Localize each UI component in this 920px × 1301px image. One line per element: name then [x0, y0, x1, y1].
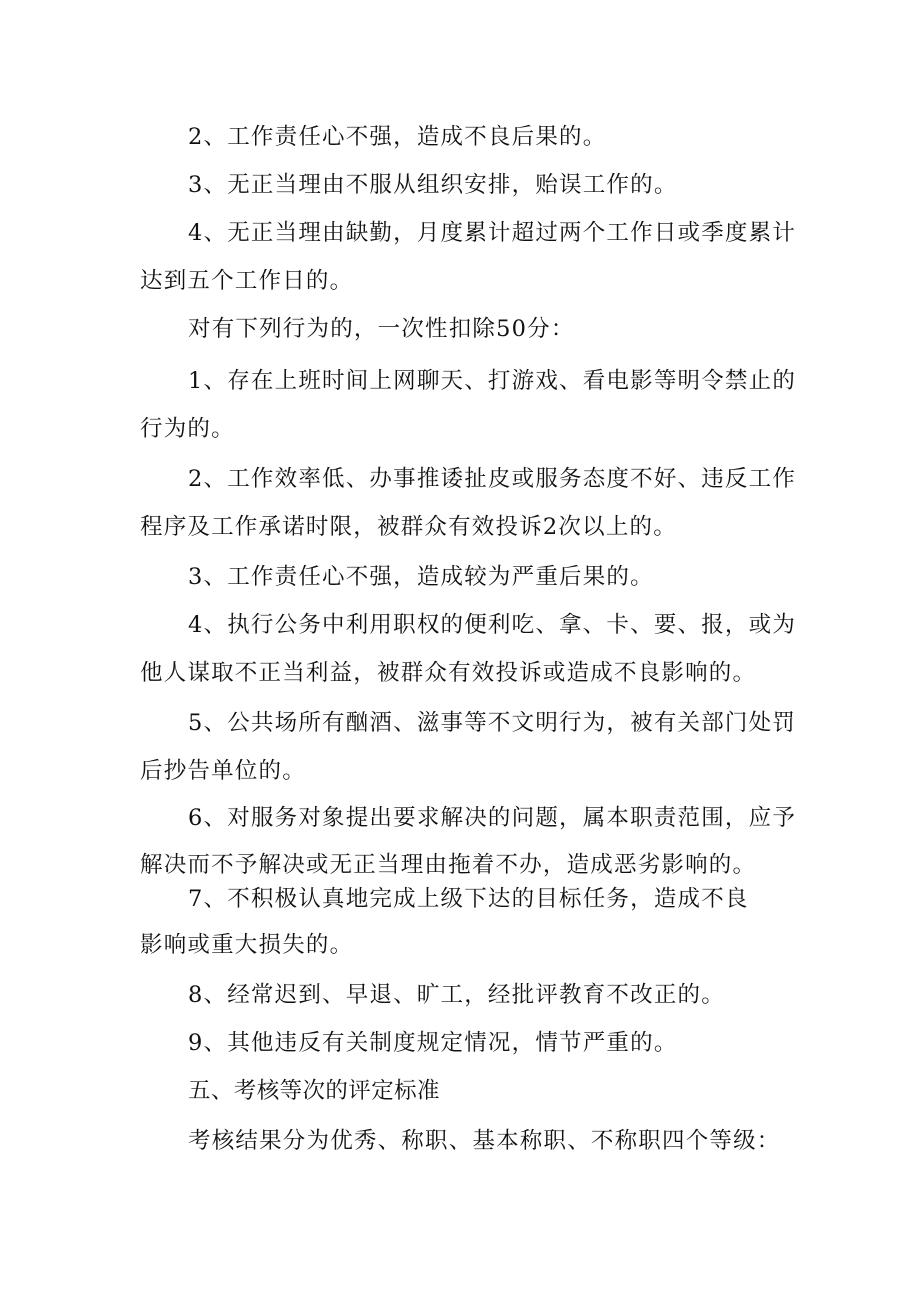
text-line: 1、存在上班时间上网聊天、打游戏、看电影等明令禁止的 [188, 368, 797, 394]
text-line: 4、无正当理由缺勤，月度累计超过两个工作日或季度累计 [188, 220, 797, 246]
text-line: 5、公共场所有酗酒、滋事等不文明行为，被有关部门处罚 [188, 710, 797, 736]
section-heading: 五、考核等次的评定标准 [188, 1078, 440, 1104]
text-line: 后抄告单位的。 [140, 758, 306, 784]
text-line: 2、工作效率低、办事推诿扯皮或服务态度不好、违反工作 [188, 466, 797, 492]
text-line: 7、不积极认真地完成上级下达的目标任务，造成不良 [188, 886, 749, 912]
text-line: 对有下列行为的，一次性扣除50分： [188, 316, 575, 342]
text-line: 达到五个工作日的。 [140, 268, 354, 294]
text-line: 2、工作责任心不强，造成不良后果的。 [188, 124, 607, 150]
text-line: 3、工作责任心不强，造成较为严重后果的。 [188, 564, 654, 590]
text-line: 他人谋取不正当利益，被群众有效投诉或造成不良影响的。 [140, 660, 757, 686]
text-line: 6、对服务对象提出要求解决的问题，属本职责范围，应予 [188, 805, 797, 831]
text-line: 解决而不予解决或无正当理由拖着不办，造成恶劣影响的。 [140, 852, 757, 878]
text-line: 3、无正当理由不服从组织安排，贻误工作的。 [188, 172, 678, 198]
text-line: 行为的。 [140, 416, 235, 442]
text-line: 程序及工作承诺时限，被群众有效投诉2次以上的。 [140, 514, 677, 540]
text-line: 4、执行公务中利用职权的便利吃、拿、卡、要、报，或为 [188, 612, 797, 638]
text-line: 8、经常迟到、早退、旷工，经批评教育不改正的。 [188, 982, 725, 1008]
text-line: 影响或重大损失的。 [140, 932, 354, 958]
text-line: 考核结果分为优秀、称职、基本称职、不称职四个等级： [188, 1128, 781, 1154]
text-line: 9、其他违反有关制度规定情况，情节严重的。 [188, 1030, 678, 1056]
